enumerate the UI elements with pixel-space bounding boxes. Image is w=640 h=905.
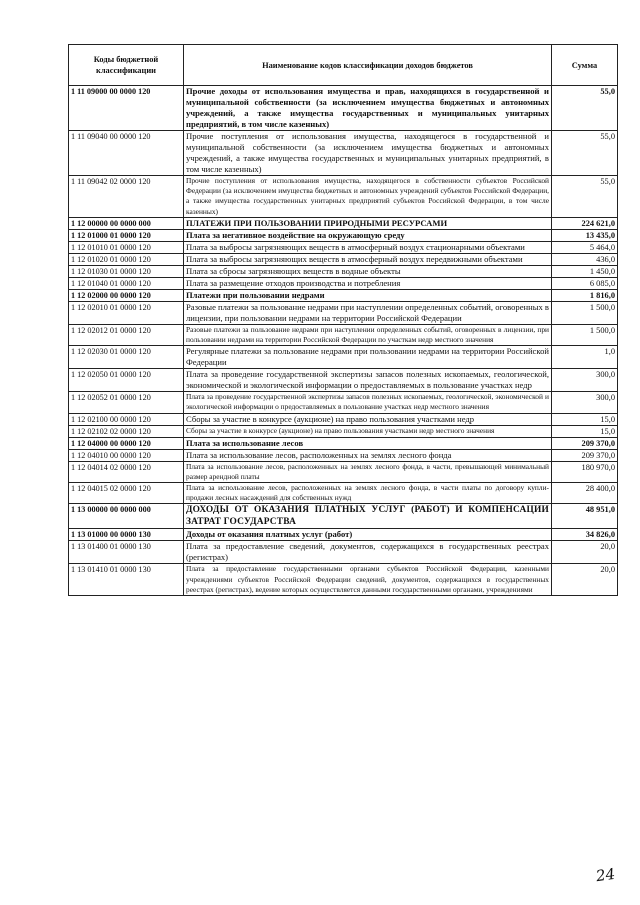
name-cell: ДОХОДЫ ОТ ОКАЗАНИЯ ПЛАТНЫХ УСЛУГ (РАБОТ) И КОМПЕНСАЦИИ ЗАТРАТ ГОСУДАРСТВА	[184, 504, 552, 529]
code-cell: 1 11 09042 02 0000 120	[69, 176, 184, 218]
table-row	[69, 229, 618, 241]
code-cell: 1 12 01000 01 0000 120	[69, 229, 184, 241]
table-row	[69, 564, 618, 596]
table-row	[69, 176, 618, 218]
table-row	[69, 301, 618, 324]
name-cell: Платежи при пользовании недрами	[184, 289, 552, 301]
sum-cell: 15,0	[552, 413, 618, 425]
sum-cell: 55,0	[552, 176, 618, 218]
name-cell: Разовые платежи за пользование недрами при наступлении определенных событий, оговоренных в лицензии, при пользовании недрами на территории Российской Федерации	[184, 301, 552, 324]
page-number: 24	[594, 864, 617, 886]
name-cell: Плата за предоставление государственными органами субъектов Российской Федерации, казенными учреждениями субъектов Российской Федерации сведений, документов, содержащихся в государственных реестрах (регистрах), ведение которых осуществляется данными государственными органами, учреждениями	[184, 564, 552, 596]
table-row	[69, 449, 618, 461]
table-row	[69, 369, 618, 392]
sum-cell: 20,0	[552, 564, 618, 596]
name-cell: Прочие поступления от использования имущества, находящегося в собственности субъектов Российской Федерации (за исключением имущества бюджетных и автономных учреждений субъектов Российской Федерации, а также имущества государственных унитарных предприятий субъектов Российской Федерации, в том числе казенных)	[184, 176, 552, 218]
code-cell: 1 12 04000 00 0000 120	[69, 437, 184, 449]
code-cell: 1 13 01000 00 0000 130	[69, 529, 184, 541]
name-cell: Плата за выбросы загрязняющих веществ в атмосферный воздух передвижными объектами	[184, 253, 552, 265]
name-cell: Плата за проведение государственной экспертизы запасов полезных ископаемых, геологической, экономической и экологической информации о предоставляемых в пользование участках недр местного значения	[184, 392, 552, 413]
sum-cell: 13 435,0	[552, 229, 618, 241]
sum-cell: 5 464,0	[552, 241, 618, 253]
code-cell: 1 12 02030 01 0000 120	[69, 346, 184, 369]
code-cell: 1 12 01040 01 0000 120	[69, 277, 184, 289]
sum-cell: 209 370,0	[552, 449, 618, 461]
header-sum: Сумма	[552, 45, 618, 86]
name-cell: Плата за использование лесов, расположенных на землях лесного фонда, в части платы по договору купли-продажи лесных насаждений для собственных нужд	[184, 483, 552, 504]
table-row	[69, 217, 618, 229]
table-row	[69, 324, 618, 345]
name-cell: Прочие доходы от использования имущества и прав, находящихся в государственной и муниципальной собственности (за исключением имущества бюджетных и автономных учреждений, а также имущества государственных и муниципальных унитарных предприятий, в том числе казенных)	[184, 86, 552, 131]
table-header-row	[69, 45, 618, 86]
name-cell: Плата за сбросы загрязняющих веществ в водные объекты	[184, 265, 552, 277]
sum-cell: 1 500,0	[552, 301, 618, 324]
code-cell: 1 12 02000 00 0000 120	[69, 289, 184, 301]
table-row	[69, 346, 618, 369]
sum-cell: 28 400,0	[552, 483, 618, 504]
sum-cell: 6 085,0	[552, 277, 618, 289]
name-cell: Прочие поступления от использования имущества, находящегося в государственной и муниципальной собственности (за исключением имущества бюджетных и автономных учреждений, а также имущества государственных и муниципальных унитарных предприятий, в том числе казенных)	[184, 131, 552, 176]
table-row	[69, 461, 618, 482]
header-name: Наименование кодов классификации доходов бюджетов	[184, 45, 552, 86]
code-cell: 1 12 01010 01 0000 120	[69, 241, 184, 253]
code-cell: 1 12 01030 01 0000 120	[69, 265, 184, 277]
table-row	[69, 504, 618, 529]
name-cell: Плата за размещение отходов производства и потребления	[184, 277, 552, 289]
table-row	[69, 86, 618, 131]
sum-cell: 300,0	[552, 369, 618, 392]
table-row	[69, 265, 618, 277]
table-row	[69, 541, 618, 564]
code-cell: 1 12 04015 02 0000 120	[69, 483, 184, 504]
code-cell: 1 13 00000 00 0000 000	[69, 504, 184, 529]
table-body	[69, 86, 618, 596]
sum-cell: 224 621,0	[552, 217, 618, 229]
name-cell: Сборы за участие в конкурсе (аукционе) на право пользования участками недр	[184, 413, 552, 425]
sum-cell: 15,0	[552, 425, 618, 437]
code-cell: 1 12 02100 00 0000 120	[69, 413, 184, 425]
table-row	[69, 483, 618, 504]
name-cell: Плата за использование лесов	[184, 437, 552, 449]
code-cell: 1 12 02012 01 0000 120	[69, 324, 184, 345]
code-cell: 1 11 09000 00 0000 120	[69, 86, 184, 131]
sum-cell: 1 500,0	[552, 324, 618, 345]
name-cell: Плата за использование лесов, расположенных на землях лесного фонда, в части, превышающей минимальный размер арендной платы	[184, 461, 552, 482]
name-cell: Плата за предоставление сведений, документов, содержащихся в государственных реестрах (регистрах)	[184, 541, 552, 564]
sum-cell: 55,0	[552, 86, 618, 131]
code-cell: 1 12 04014 02 0000 120	[69, 461, 184, 482]
table-row	[69, 131, 618, 176]
name-cell: Разовые платежи за пользование недрами при наступлении определенных событий, оговоренных в лицензии, при пользовании недрами на территории Российской Федерации по участкам недр местного значения	[184, 324, 552, 345]
name-cell: Плата за выбросы загрязняющих веществ в атмосферный воздух стационарными объектами	[184, 241, 552, 253]
code-cell: 1 11 09040 00 0000 120	[69, 131, 184, 176]
name-cell: Плата за негативное воздействие на окружающую среду	[184, 229, 552, 241]
table-row	[69, 253, 618, 265]
sum-cell: 300,0	[552, 392, 618, 413]
code-cell: 1 12 00000 00 0000 000	[69, 217, 184, 229]
name-cell: Плата за проведение государственной экспертизы запасов полезных ископаемых, геологической, экономической и экологической информации о предоставляемых в пользование участках недр	[184, 369, 552, 392]
sum-cell: 180 970,0	[552, 461, 618, 482]
code-cell: 1 12 02050 01 0000 120	[69, 369, 184, 392]
sum-cell: 1 450,0	[552, 265, 618, 277]
table-row	[69, 425, 618, 437]
sum-cell: 1 816,0	[552, 289, 618, 301]
table-row	[69, 241, 618, 253]
code-cell: 1 13 01400 01 0000 130	[69, 541, 184, 564]
sum-cell: 20,0	[552, 541, 618, 564]
table-row	[69, 277, 618, 289]
budget-revenue-table	[68, 44, 618, 596]
sum-cell: 34 826,0	[552, 529, 618, 541]
name-cell: ПЛАТЕЖИ ПРИ ПОЛЬЗОВАНИИ ПРИРОДНЫМИ РЕСУРСАМИ	[184, 217, 552, 229]
code-cell: 1 12 02010 01 0000 120	[69, 301, 184, 324]
name-cell: Регулярные платежи за пользование недрами при пользовании недрами на территории Российской Федерации	[184, 346, 552, 369]
code-cell: 1 12 02102 02 0000 120	[69, 425, 184, 437]
code-cell: 1 12 04010 00 0000 120	[69, 449, 184, 461]
table-row	[69, 437, 618, 449]
table-row	[69, 289, 618, 301]
sum-cell: 436,0	[552, 253, 618, 265]
sum-cell: 1,0	[552, 346, 618, 369]
sum-cell: 55,0	[552, 131, 618, 176]
name-cell: Доходы от оказания платных услуг (работ)	[184, 529, 552, 541]
table-row	[69, 529, 618, 541]
name-cell: Плата за использование лесов, расположенных на землях лесного фонда	[184, 449, 552, 461]
table-row	[69, 392, 618, 413]
table-row	[69, 413, 618, 425]
budget-document	[68, 44, 617, 596]
header-code: Коды бюджетной классификации	[69, 45, 184, 86]
name-cell: Сборы за участие в конкурсе (аукционе) на право пользования участками недр местного значения	[184, 425, 552, 437]
sum-cell: 48 951,0	[552, 504, 618, 529]
sum-cell: 209 370,0	[552, 437, 618, 449]
code-cell: 1 12 02052 01 0000 120	[69, 392, 184, 413]
code-cell: 1 12 01020 01 0000 120	[69, 253, 184, 265]
code-cell: 1 13 01410 01 0000 130	[69, 564, 184, 596]
